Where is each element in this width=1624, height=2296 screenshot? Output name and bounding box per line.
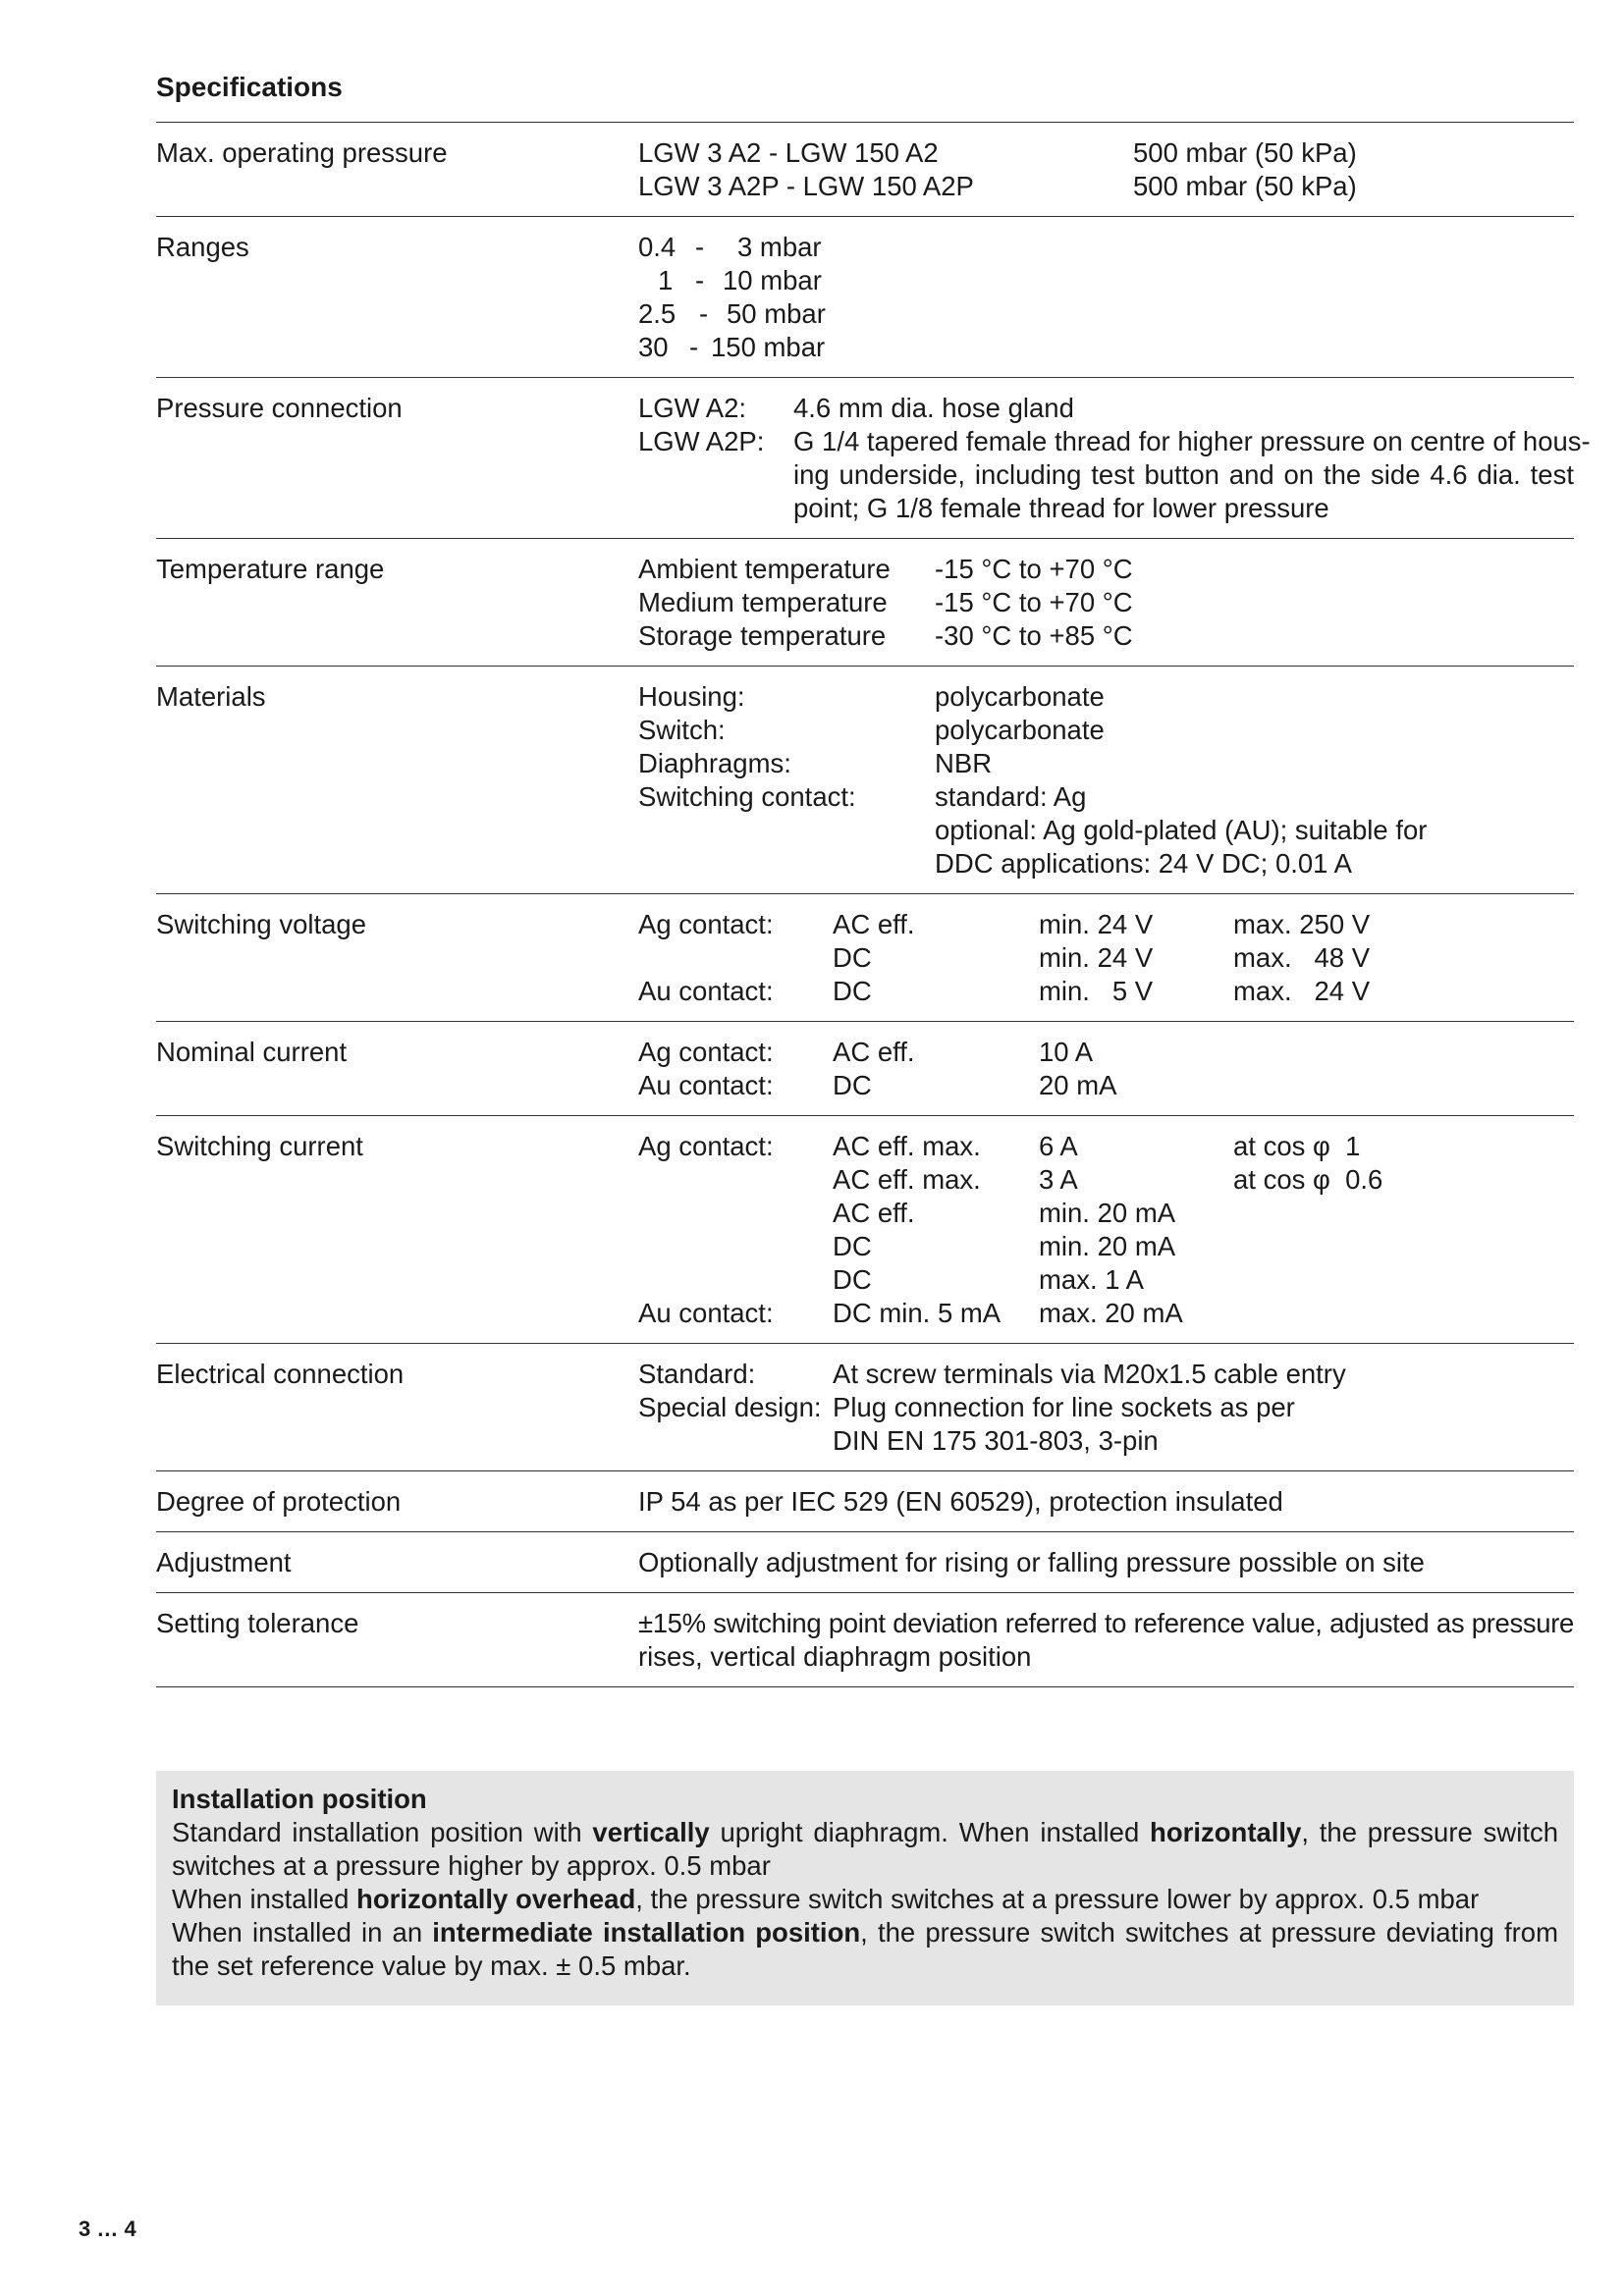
- spec-value: DC: [833, 1264, 872, 1295]
- spec-value: ing underside, including test button and on the side 4.6 dia. test: [793, 459, 1574, 490]
- note-title: Installation position: [172, 1784, 427, 1814]
- spec-value: DC: [833, 942, 872, 973]
- spec-value: at cos φ 0.6: [1233, 1164, 1383, 1195]
- spec-key: Diaphragms:: [638, 748, 791, 778]
- spec-value: DC: [833, 1231, 872, 1261]
- spec-key: Ag contact:: [638, 1131, 774, 1161]
- spec-value: optional: Ag gold-plated (AU); suitable for: [935, 815, 1428, 845]
- spec-key: LGW A2P:: [638, 426, 765, 456]
- spec-key: Storage temperature: [638, 620, 887, 651]
- spec-value: rises, vertical diaphragm position: [638, 1641, 1032, 1672]
- spec-key: Medium temperature: [638, 587, 888, 617]
- spec-value: At screw terminals via M20x1.5 cable entry: [833, 1359, 1346, 1389]
- spec-value: DC min. 5 mA: [833, 1298, 1001, 1328]
- spec-value: max. 20 mA: [1039, 1298, 1183, 1328]
- spec-key: Au contact:: [638, 976, 774, 1006]
- spec-value: DIN EN 175 301-803, 3-pin: [833, 1425, 1159, 1456]
- spec-label: Materials: [156, 681, 266, 712]
- spec-row-setting-tolerance: [156, 1593, 1574, 1687]
- spec-value: 4.6 mm dia. hose gland: [793, 393, 1074, 423]
- spec-value: max. 250 V: [1233, 909, 1371, 939]
- page-title: Specifications: [156, 72, 343, 102]
- spec-value: at cos φ 1: [1233, 1131, 1361, 1161]
- spec-value: 3 A: [1039, 1164, 1078, 1195]
- spec-label: Electrical connection: [156, 1359, 405, 1389]
- note-paragraph: When installed in an intermediate installation position, the pressure switch switches at pressure deviating from the set reference value by max. ± 0.5 mbar.: [172, 1917, 1558, 1981]
- spec-value: G 1/4 tapered female thread for higher pressure on centre of hous-: [793, 426, 1591, 456]
- spec-row-max-operating-pressure: [156, 123, 1574, 217]
- range-max: 50 mbar: [727, 298, 826, 329]
- spec-value: min. 20 mA: [1039, 1231, 1176, 1261]
- spec-value: AC eff. max.: [833, 1164, 981, 1195]
- specifications-table: [156, 122, 1591, 1687]
- spec-value: AC eff.: [833, 909, 915, 939]
- spec-value: -30 °C to +85 °C: [935, 620, 1133, 651]
- spec-value: min. 20 mA: [1039, 1198, 1176, 1228]
- spec-label: Ranges: [156, 232, 249, 262]
- spec-value: AC eff.: [833, 1037, 915, 1067]
- spec-row-electrical-connection: [156, 1344, 1574, 1471]
- spec-value: DC: [833, 976, 872, 1006]
- spec-label: Nominal current: [156, 1037, 348, 1067]
- spec-value: DC: [833, 1070, 872, 1100]
- spec-value: standard: Ag: [935, 781, 1087, 812]
- spec-value: AC eff.: [833, 1198, 915, 1228]
- spec-value: min. 5 V: [1039, 976, 1154, 1006]
- spec-value: polycarbonate: [935, 681, 1105, 712]
- spec-value: -15 °C to +70 °C: [935, 587, 1133, 617]
- spec-value: DDC applications: 24 V DC; 0.01 A: [935, 848, 1352, 879]
- spec-key: Au contact:: [638, 1298, 774, 1328]
- spec-label: Switching voltage: [156, 909, 367, 939]
- page-number: 3 … 4: [79, 2216, 136, 2241]
- range-min: 2.5: [638, 298, 677, 329]
- spec-key: Ambient temperature: [638, 554, 891, 584]
- spec-value: Plug connection for line sockets as per: [833, 1392, 1295, 1422]
- spec-label: Temperature range: [156, 554, 385, 584]
- spec-row-adjustment: [156, 1532, 1574, 1593]
- spec-row-degree-of-protection: [156, 1471, 1574, 1532]
- spec-value: min. 24 V: [1039, 909, 1154, 939]
- spec-row-pressure-connection: [156, 378, 1591, 539]
- spec-value: max. 24 V: [1233, 976, 1371, 1006]
- spec-row-temperature-range: [156, 539, 1574, 667]
- range-min: 0.4: [638, 232, 677, 262]
- spec-key: Au contact:: [638, 1070, 774, 1100]
- spec-key: Standard:: [638, 1359, 756, 1389]
- spec-label: Pressure connection: [156, 393, 403, 423]
- spec-value: LGW 3 A2 - LGW 150 A2: [638, 137, 939, 168]
- spec-key: Ag contact:: [638, 1037, 774, 1067]
- spec-value: 500 mbar (50 kPa): [1133, 171, 1357, 201]
- spec-row-ranges: Ranges 0.4 - 3 mbar 1 - 10 mbar 2.5 - 50 mbar 30 - 150 mbar: [156, 217, 1574, 378]
- range-min: 1: [658, 265, 674, 295]
- spec-value: NBR: [935, 748, 993, 778]
- spec-value: 6 A: [1039, 1131, 1078, 1161]
- spec-row-nominal-current: [156, 1022, 1574, 1116]
- spec-label: Max. operating pressure: [156, 137, 448, 168]
- spec-value: Optionally adjustment for rising or falling pressure possible on site: [638, 1547, 1425, 1577]
- spec-row-materials: [156, 667, 1574, 894]
- spec-row-switching-voltage: [156, 894, 1574, 1022]
- installation-position-note: [156, 1771, 1574, 2005]
- range-max: 3 mbar: [737, 232, 822, 262]
- spec-value: -15 °C to +70 °C: [935, 554, 1133, 584]
- spec-key: Ag contact:: [638, 909, 774, 939]
- range-max: 10 mbar: [723, 265, 822, 295]
- range-min: 30: [638, 332, 669, 362]
- spec-value: AC eff. max.: [833, 1131, 981, 1161]
- range-max: 150 mbar: [711, 332, 826, 362]
- spec-row-switching-current: [156, 1116, 1574, 1344]
- spec-value: 10 A: [1039, 1037, 1094, 1067]
- spec-label: Degree of protection: [156, 1486, 402, 1517]
- spec-value: max. 1 A: [1039, 1264, 1144, 1295]
- spec-value: polycarbonate: [935, 715, 1105, 745]
- spec-key: Switch:: [638, 715, 726, 745]
- note-paragraph: When installed horizontally overhead, the pressure switch switches at a pressure lower by approx. 0.5 mbar: [172, 1884, 1480, 1914]
- spec-value: 500 mbar (50 kPa): [1133, 137, 1357, 168]
- spec-label: Switching current: [156, 1131, 363, 1161]
- spec-label: Setting tolerance: [156, 1608, 359, 1638]
- spec-value: 20 mA: [1039, 1070, 1117, 1100]
- spec-key: Housing:: [638, 681, 745, 712]
- spec-key: Special design:: [638, 1392, 822, 1422]
- spec-value: min. 24 V: [1039, 942, 1154, 973]
- spec-value: LGW 3 A2P - LGW 150 A2P: [638, 171, 974, 201]
- spec-key: Switching contact:: [638, 781, 856, 812]
- spec-key: LGW A2:: [638, 393, 747, 423]
- spec-value: max. 48 V: [1233, 942, 1371, 973]
- spec-value: ±15% switching point deviation referred to reference value, adjusted as pressure: [638, 1608, 1574, 1638]
- spec-label: Adjustment: [156, 1547, 292, 1577]
- note-paragraph: Standard installation position with vertically upright diaphragm. When installed horizontally, the pressure switch switches at a pressure higher by approx. 0.5 mbar: [172, 1817, 1558, 1881]
- spec-value: IP 54 as per IEC 529 (EN 60529), protection insulated: [638, 1486, 1283, 1517]
- spec-value: point; G 1/8 female thread for lower pressure: [793, 493, 1329, 523]
